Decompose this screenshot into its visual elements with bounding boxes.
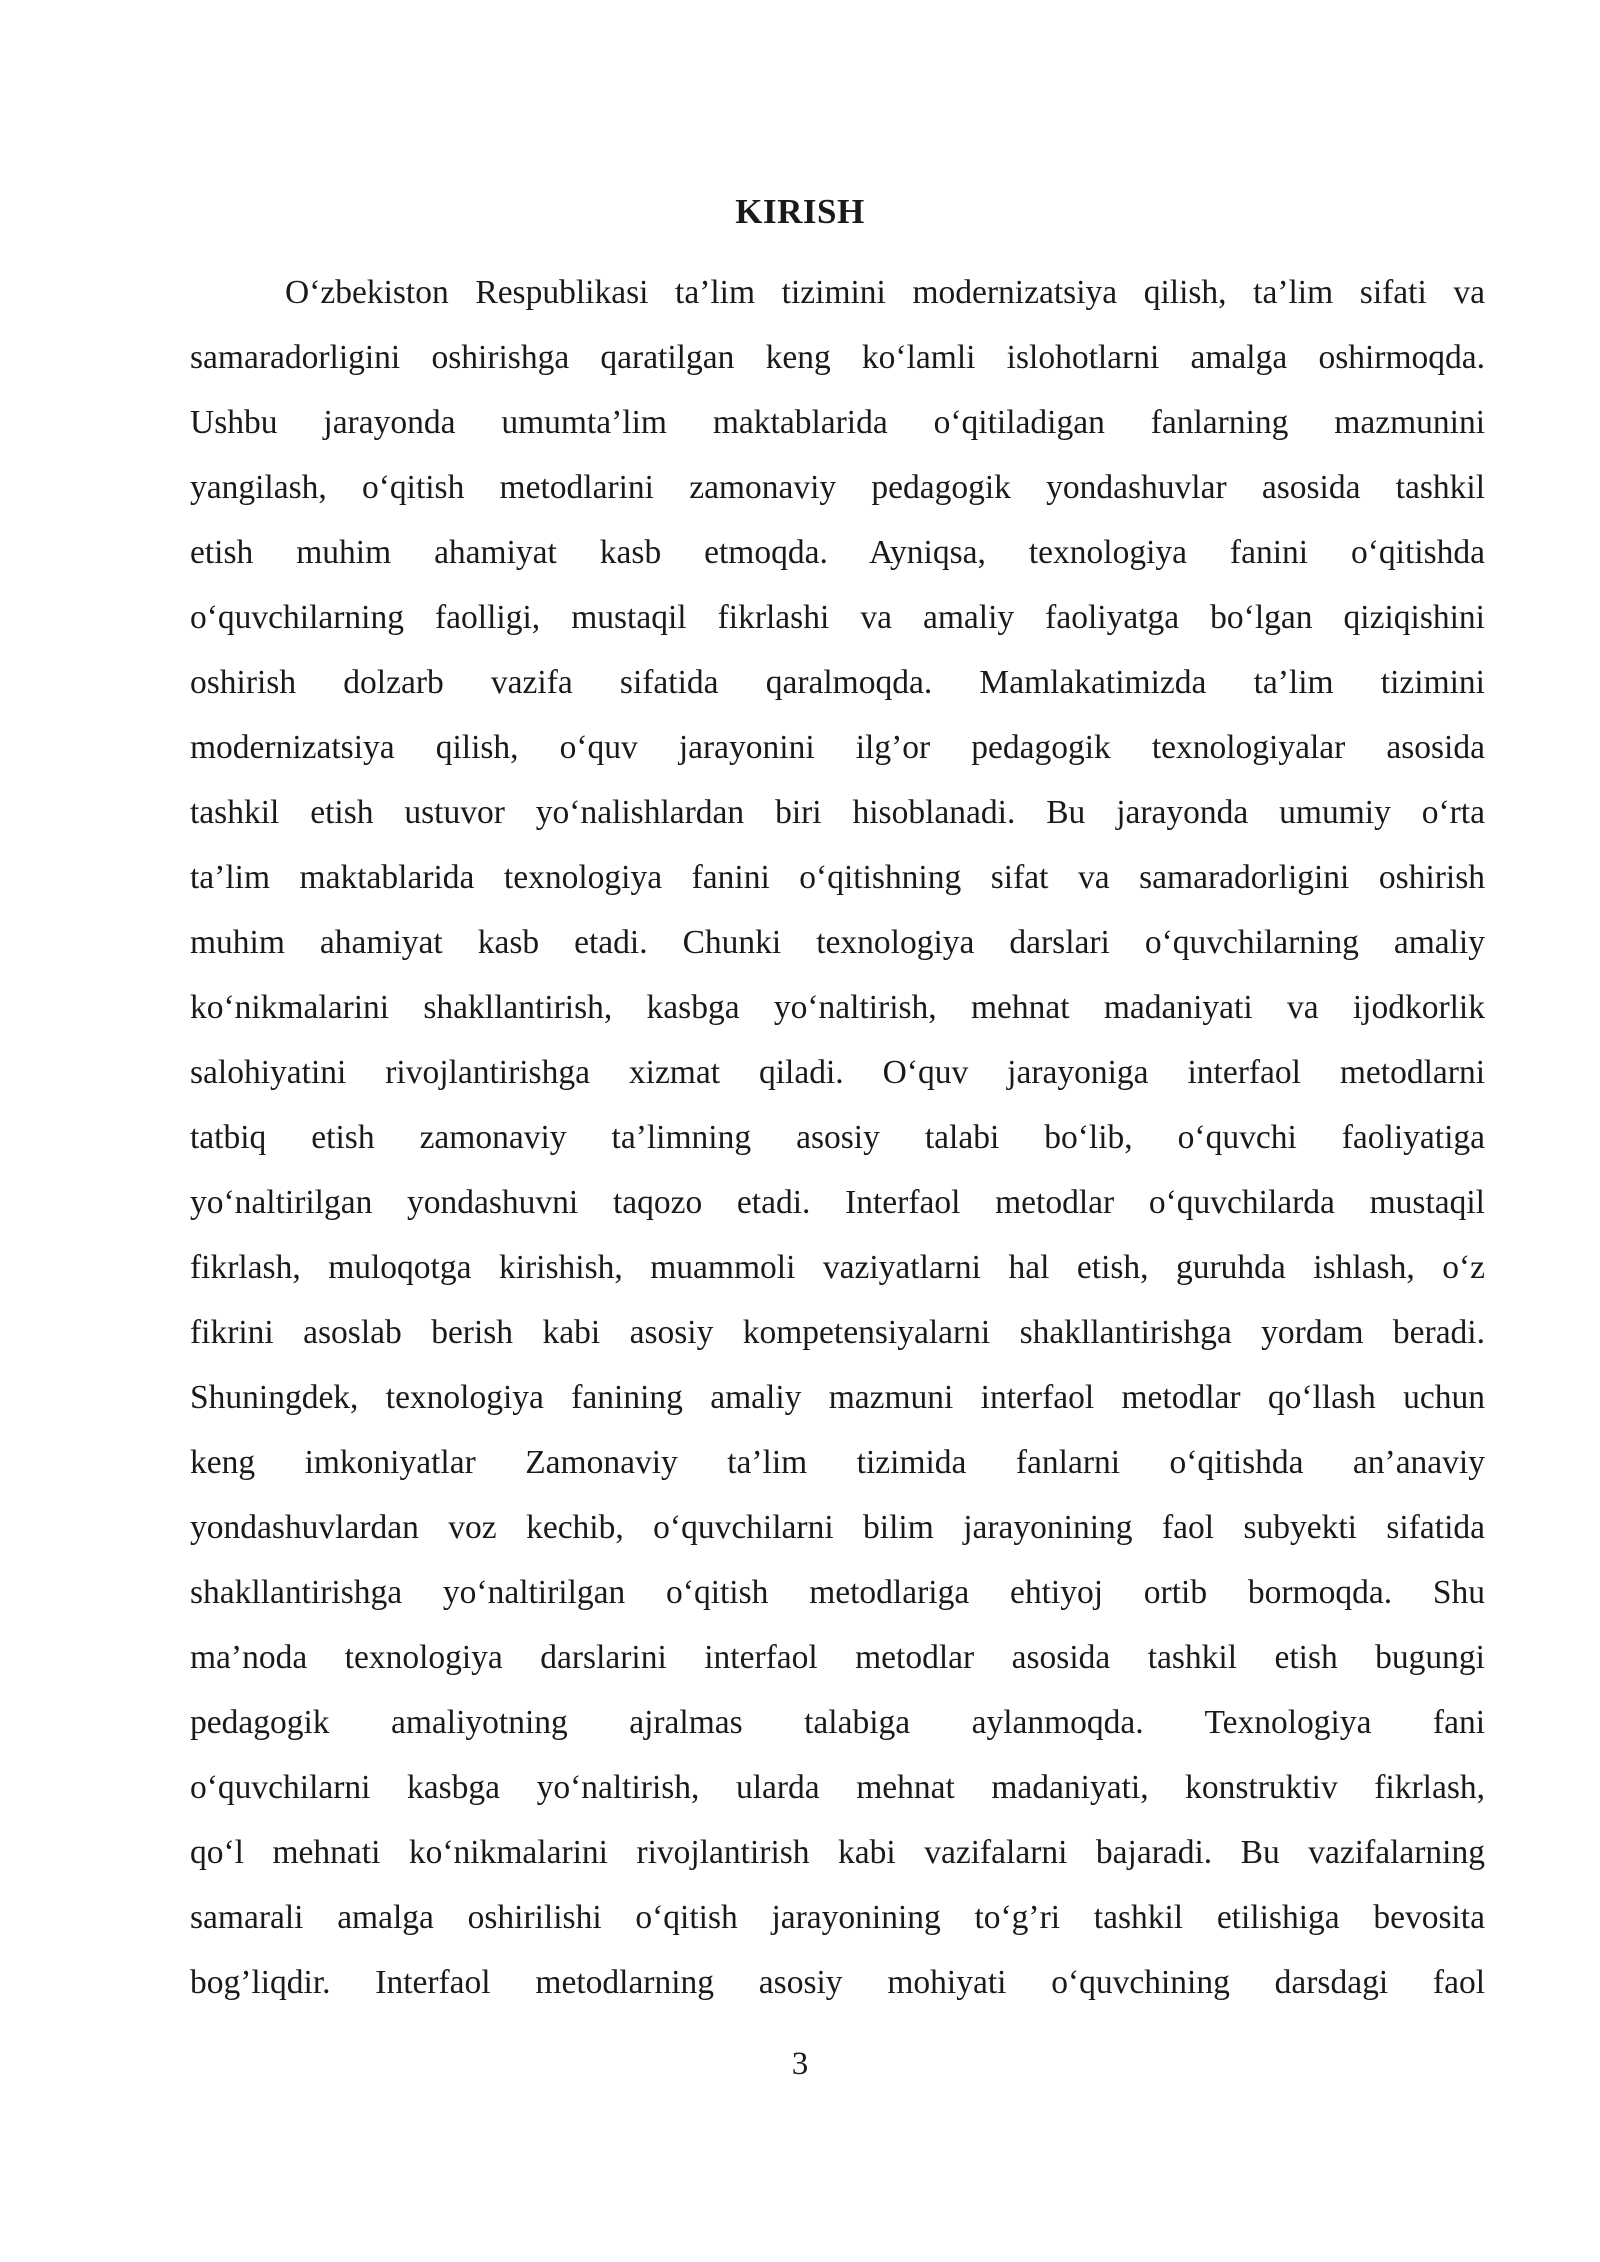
body-paragraph xyxy=(190,268,1485,2023)
text-line: modernizatsiya qilish, o‘quv jarayonini ilg’or pedagogik texnologiyalar asosida xyxy=(190,729,1485,766)
text-line: Shuningdek, texnologiya fanining amaliy mazmuni interfaol metodlar qo‘llash uchun xyxy=(190,1379,1485,1416)
text-line: samarali amalga oshirilishi o‘qitish jarayonining to‘g’ri tashkil etilishiga bevosita xyxy=(190,1899,1485,1936)
text-line: keng imkoniyatlar Zamonaviy ta’lim tizimida fanlarni o‘qitishda an’anaviy xyxy=(190,1444,1485,1481)
text-line: etish muhim ahamiyat kasb etmoqda. Ayniqsa, texnologiya fanini o‘qitishda xyxy=(190,534,1485,571)
text-line: yondashuvlardan voz kechib, o‘quvchilarni bilim jarayonining faol subyekti sifatida xyxy=(190,1509,1485,1546)
text-line: fikrlash, muloqotga kirishish, muammoli vaziyatlarni hal etish, guruhda ishlash, o‘z xyxy=(190,1249,1485,1286)
section-heading: KIRISH xyxy=(735,192,865,231)
text-line: tashkil etish ustuvor yo‘nalishlardan biri hisoblanadi. Bu jarayonda umumiy o‘rta xyxy=(190,794,1485,831)
text-line: tatbiq etish zamonaviy ta’limning asosiy talabi bo‘lib, o‘quvchi faoliyatiga xyxy=(190,1119,1485,1156)
text-line: oshirish dolzarb vazifa sifatida qaralmoqda. Mamlakatimizda ta’lim tizimini xyxy=(190,664,1485,701)
text-line: O‘zbekiston Respublikasi ta’lim tizimini modernizatsiya qilish, ta’lim sifati va xyxy=(285,274,1485,311)
text-line: ko‘nikmalarini shakllantirish, kasbga yo‘naltirish, mehnat madaniyati va ijodkorlik xyxy=(190,989,1485,1026)
text-line: bog’liqdir. Interfaol metodlarning asosiy mohiyati o‘quvchining darsdagi faol xyxy=(190,1964,1485,2001)
text-line: pedagogik amaliyotning ajralmas talabiga aylanmoqda. Texnologiya fani xyxy=(190,1704,1485,1741)
text-line: yo‘naltirilgan yondashuvni taqozo etadi. Interfaol metodlar o‘quvchilarda mustaqil xyxy=(190,1184,1485,1221)
text-line: samaradorligini oshirishga qaratilgan keng ko‘lamli islohotlarni amalga oshirmoqda. xyxy=(190,339,1485,376)
text-line: Ushbu jarayonda umumta’lim maktablarida o‘qitiladigan fanlarning mazmunini xyxy=(190,404,1485,441)
page-number: 3 xyxy=(791,2046,809,2082)
text-line: ma’noda texnologiya darslarini interfaol metodlar asosida tashkil etish bugungi xyxy=(190,1639,1485,1676)
text-line: qo‘l mehnati ko‘nikmalarini rivojlantirish kabi vazifalarni bajaradi. Bu vazifalarning xyxy=(190,1834,1485,1871)
text-line: o‘quvchilarning faolligi, mustaqil fikrlashi va amaliy faoliyatga bo‘lgan qiziqishini xyxy=(190,599,1485,636)
text-line: salohiyatini rivojlantirishga xizmat qiladi. O‘quv jarayoniga interfaol metodlarni xyxy=(190,1054,1485,1091)
text-line: ta’lim maktablarida texnologiya fanini o‘qitishning sifat va samaradorligini oshirish xyxy=(190,859,1485,896)
text-line: muhim ahamiyat kasb etadi. Chunki texnologiya darslari o‘quvchilarning amaliy xyxy=(190,924,1485,961)
text-line: yangilash, o‘qitish metodlarini zamonaviy pedagogik yondashuvlar asosida tashkil xyxy=(190,469,1485,506)
text-line: fikrini asoslab berish kabi asosiy kompetensiyalarni shakllantirishga yordam beradi. xyxy=(190,1314,1485,1351)
text-line: shakllantirishga yo‘naltirilgan o‘qitish metodlariga ehtiyoj ortib bormoqda. Shu xyxy=(190,1574,1485,1611)
text-line: o‘quvchilarni kasbga yo‘naltirish, ularda mehnat madaniyati, konstruktiv fikrlash, xyxy=(190,1769,1485,1806)
